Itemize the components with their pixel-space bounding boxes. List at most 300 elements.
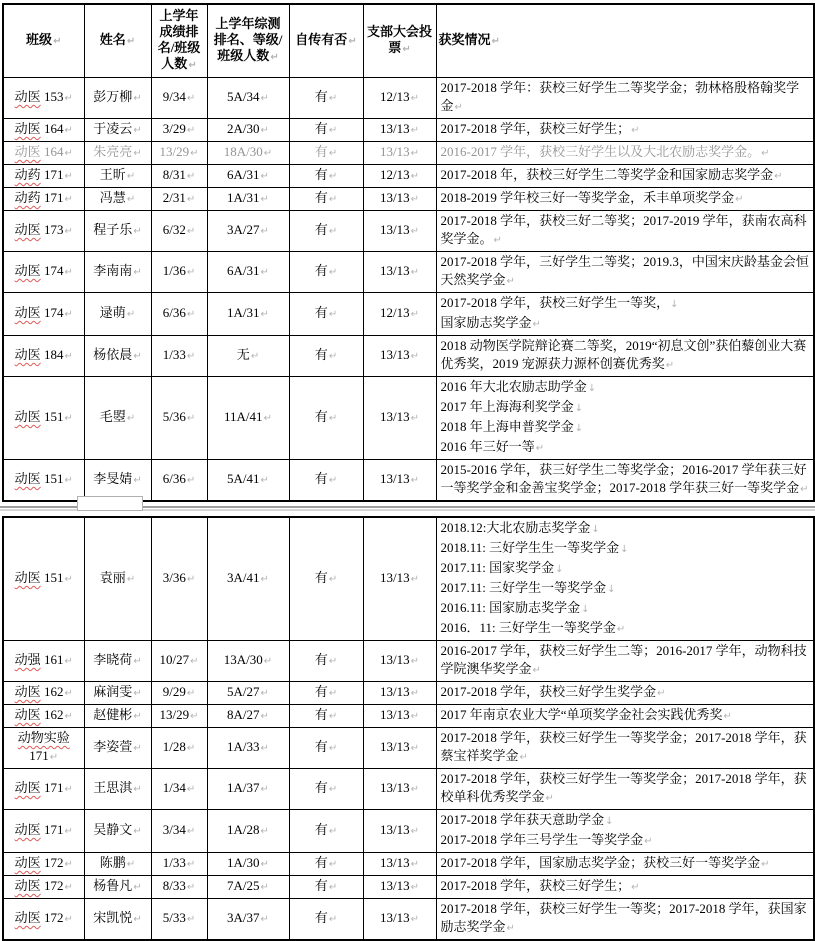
paragraph-mark: ↵ (64, 194, 73, 205)
paragraph-mark: ↵ (64, 148, 73, 159)
class-name-text: 动强 (14, 652, 41, 667)
paragraph-mark: ↵ (657, 688, 666, 699)
vote-cell[interactable] (363, 460, 436, 502)
class-cell[interactable] (3, 460, 84, 502)
paragraph-mark: ↵ (186, 859, 196, 870)
vote-cell[interactable] (363, 188, 436, 211)
paragraph-mark: ↵ (186, 125, 196, 136)
award-line (441, 729, 811, 767)
paragraph-mark: ↵ (64, 688, 73, 699)
autobiography-cell-text: 有 (314, 471, 328, 486)
paragraph-mark: ↵ (64, 859, 73, 870)
paragraph-mark: ↵ (774, 171, 783, 182)
class-cell[interactable] (3, 682, 84, 705)
vote-cell[interactable] (363, 899, 436, 941)
awards-cell[interactable] (436, 188, 814, 211)
vote-cell-text: 13/13 (379, 570, 410, 585)
paragraph-mark: ↵ (328, 914, 338, 925)
paragraph-mark: ↵ (410, 309, 419, 320)
paragraph-mark: ↵ (328, 826, 338, 837)
column-header-1[interactable] (3, 4, 84, 78)
paragraph-mark: ↵ (126, 171, 136, 182)
name-cell[interactable] (84, 810, 151, 853)
class-name-text: 动药 (14, 190, 41, 205)
class-cell[interactable] (3, 293, 84, 336)
autobiography-cell[interactable] (289, 78, 363, 119)
class-cell[interactable] (3, 899, 84, 941)
vote-cell[interactable] (363, 876, 436, 899)
autobiography-cell[interactable] (289, 165, 363, 188)
autobiography-cell-text: 有 (314, 263, 328, 278)
autobiography-cell[interactable] (289, 769, 363, 810)
class-cell[interactable] (3, 211, 84, 252)
award-line (441, 212, 811, 250)
award-line (441, 770, 811, 808)
paragraph-mark: ↵ (49, 752, 59, 763)
vote-cell[interactable] (363, 165, 436, 188)
paragraph-mark: ↵ (328, 309, 338, 320)
awards-cell[interactable] (436, 293, 814, 336)
name-cell[interactable] (84, 853, 151, 876)
autobiography-cell[interactable] (289, 705, 363, 728)
paragraph-mark: ↵ (133, 784, 142, 795)
paragraph-mark: ↵ (260, 171, 269, 182)
awards-cell[interactable] (436, 165, 814, 188)
comp-rank-cell[interactable] (207, 142, 289, 165)
class-number-text: 171 (40, 780, 64, 795)
class-name-text: 动医 (14, 305, 41, 320)
award-line (441, 706, 811, 726)
grade-rank-cell[interactable] (151, 252, 207, 293)
name-cell-text: 王思淇 (93, 780, 133, 795)
name-cell[interactable] (84, 293, 151, 336)
awards-cell[interactable] (436, 119, 814, 142)
paragraph-mark: ↵ (410, 688, 419, 699)
paragraph-mark: ↵ (328, 711, 338, 722)
class-cell[interactable] (3, 377, 84, 460)
awards-cell[interactable] (436, 142, 814, 165)
class-cell[interactable] (3, 142, 84, 165)
name-cell[interactable] (84, 119, 151, 142)
grade-rank-cell[interactable] (151, 728, 207, 769)
paragraph-mark: ↵ (545, 793, 554, 804)
paragraph-mark: ↵ (735, 194, 744, 205)
class-number-text: 172 (40, 878, 64, 893)
class-name-text: 动医 (14, 409, 41, 424)
paragraph-mark: ↵ (186, 413, 196, 424)
vote-cell[interactable] (363, 142, 436, 165)
vote-cell-text: 13/13 (379, 652, 410, 667)
paragraph-mark: ↵ (410, 882, 419, 893)
awards-cell[interactable] (436, 78, 814, 119)
paragraph-mark: ↵ (133, 267, 142, 278)
comp-rank-cell[interactable] (207, 705, 289, 728)
autobiography-cell[interactable] (289, 899, 363, 941)
vote-cell-text: 13/13 (379, 263, 410, 278)
award-line-text: 2017.11: 国家奖学金 (440, 560, 555, 575)
paragraph-mark: ↵ (260, 743, 269, 754)
paragraph-mark: ↵ (328, 194, 338, 205)
award-line-text: 2017-2018 学年，获校三好二等奖；2017-2019 学年，获南农高科奖学金。 (440, 213, 807, 246)
comp-rank-cell[interactable] (207, 876, 289, 899)
grade-rank-cell-text: 1/36 (162, 263, 186, 278)
vote-cell[interactable] (363, 336, 436, 377)
grade-rank-cell-text: 6/36 (162, 471, 186, 486)
grade-rank-cell[interactable] (151, 517, 207, 641)
table-row (3, 682, 814, 705)
table-row (3, 165, 814, 188)
comp-rank-cell[interactable] (207, 165, 289, 188)
comp-rank-cell[interactable] (207, 682, 289, 705)
autobiography-cell[interactable] (289, 810, 363, 853)
awards-cell[interactable] (436, 876, 814, 899)
awards-cell[interactable] (436, 377, 814, 460)
grade-rank-cell[interactable] (151, 211, 207, 252)
vote-cell[interactable] (363, 211, 436, 252)
vote-cell[interactable] (363, 78, 436, 119)
awards-cell[interactable] (436, 728, 814, 769)
soft-break-mark: ↓ (607, 584, 616, 595)
awards-cell[interactable] (436, 211, 814, 252)
name-cell[interactable] (84, 188, 151, 211)
name-cell-text: 宋凯悦 (93, 910, 133, 925)
paragraph-mark: ↵ (263, 148, 273, 159)
awards-cell[interactable] (436, 769, 814, 810)
awards-cell[interactable] (436, 641, 814, 682)
autobiography-cell[interactable] (289, 252, 363, 293)
award-line-text: 2016-2017 学年，获校三好学生二等；2016-2017 学年，动物科技学院澳华奖学金 (440, 643, 807, 676)
autobiography-cell[interactable] (289, 377, 363, 460)
award-line (441, 398, 811, 418)
award-line-text: 2018 动物医学院辩论赛二等奖，2019“初息文创”获伯藜创业大赛优秀奖，2019 宠源获力源杯创赛优秀奖 (440, 338, 807, 371)
award-line (441, 683, 811, 703)
autobiography-cell[interactable] (289, 188, 363, 211)
paragraph-mark: ↵ (64, 413, 73, 424)
paragraph-mark: ↵ (64, 267, 73, 278)
comp-rank-cell[interactable] (207, 810, 289, 853)
paragraph-mark: ↵ (761, 859, 770, 870)
class-number-text: 184 (40, 347, 64, 362)
award-line (441, 438, 811, 458)
autobiography-cell-text: 有 (314, 222, 328, 237)
autobiography-cell[interactable] (289, 460, 363, 502)
award-line-text: 2018-2019 学年校三好一等奖学金，禾丰单项奖学金 (440, 190, 735, 205)
name-cell[interactable] (84, 682, 151, 705)
name-cell[interactable] (84, 460, 151, 502)
awards-cell[interactable] (436, 899, 814, 941)
award-line-text: 2018.12:大北农励志奖学金 (440, 520, 591, 535)
table-row (3, 460, 814, 502)
header-row (3, 4, 814, 78)
table-row (3, 769, 814, 810)
grade-rank-cell[interactable] (151, 142, 207, 165)
class-cell[interactable] (3, 728, 84, 769)
paragraph-mark: ↵ (328, 656, 338, 667)
grade-rank-cell[interactable] (151, 876, 207, 899)
vote-cell[interactable] (363, 769, 436, 810)
class-cell[interactable] (3, 517, 84, 641)
name-cell-text: 李南南 (93, 263, 133, 278)
class-number-text: 172 (40, 855, 64, 870)
vote-cell-text: 13/13 (379, 910, 410, 925)
name-cell-text: 李晓荷 (93, 652, 133, 667)
grade-rank-cell[interactable] (151, 641, 207, 682)
comp-rank-cell[interactable] (207, 293, 289, 336)
comp-rank-cell[interactable] (207, 336, 289, 377)
vote-cell[interactable] (363, 641, 436, 682)
name-cell[interactable] (84, 641, 151, 682)
paragraph-mark: ↵ (260, 882, 269, 893)
vote-cell[interactable] (363, 728, 436, 769)
vote-cell[interactable] (363, 705, 436, 728)
paragraph-mark: ↵ (260, 914, 269, 925)
comp-rank-cell[interactable] (207, 252, 289, 293)
vote-cell-text: 12/13 (379, 305, 410, 320)
class-cell[interactable] (3, 641, 84, 682)
grade-rank-cell-text: 3/29 (162, 121, 186, 136)
class-cell[interactable] (3, 165, 84, 188)
class-cell[interactable] (3, 810, 84, 853)
comp-rank-cell[interactable] (207, 517, 289, 641)
grade-rank-cell[interactable] (151, 78, 207, 119)
paragraph-mark: ↵ (186, 309, 196, 320)
name-cell[interactable] (84, 876, 151, 899)
autobiography-cell-text: 有 (314, 878, 328, 893)
awards-cell[interactable] (436, 336, 814, 377)
paragraph-mark: ↵ (535, 443, 545, 454)
paragraph-mark: ↵ (328, 574, 338, 585)
vote-cell[interactable] (363, 682, 436, 705)
award-line (441, 120, 811, 140)
awards-cell[interactable] (436, 682, 814, 705)
award-line (441, 166, 811, 186)
paragraph-mark: ↵ (328, 148, 338, 159)
award-line (441, 378, 811, 398)
awards-cell[interactable] (436, 810, 814, 853)
paragraph-mark: ↵ (64, 574, 73, 585)
class-name-text: 动医 (14, 222, 41, 237)
awards-cell[interactable] (436, 252, 814, 293)
paragraph-mark: ↵ (260, 309, 269, 320)
name-cell-text: 程子乐 (93, 222, 133, 237)
award-line (441, 461, 811, 499)
awards-cell[interactable] (436, 517, 814, 641)
awards-cell[interactable] (436, 853, 814, 876)
name-cell[interactable] (84, 78, 151, 119)
comp-rank-cell-text: 13A/30 (223, 652, 263, 667)
grade-rank-cell[interactable] (151, 853, 207, 876)
paragraph-mark: ↵ (348, 36, 357, 47)
autobiography-cell[interactable] (289, 641, 363, 682)
column-header-4[interactable] (207, 4, 289, 78)
table-row (3, 728, 814, 769)
column-header-5[interactable] (289, 4, 363, 78)
grade-rank-cell[interactable] (151, 769, 207, 810)
grade-rank-cell[interactable] (151, 336, 207, 377)
grade-rank-cell[interactable] (151, 682, 207, 705)
award-line-text: 2017-2018 学年，三好学生二等奖；2019.3，中国宋庆龄基金会恒天然奖学金 (440, 254, 809, 287)
vote-cell-text: 12/13 (379, 89, 410, 104)
paragraph-mark: ↵ (260, 784, 269, 795)
comp-rank-cell[interactable] (207, 188, 289, 211)
column-header-6[interactable] (363, 4, 436, 78)
vote-cell[interactable] (363, 810, 436, 853)
column-header-3[interactable] (151, 4, 207, 78)
name-cell[interactable] (84, 769, 151, 810)
comp-rank-cell[interactable] (207, 78, 289, 119)
column-header-7[interactable] (436, 4, 814, 78)
award-line-text: 2015-2016 学年，获三好学生二等奖学金；2016-2017 学年获三好一等奖学金和金善宝奖学金；2017-2018 学年获三好一等奖学金 (440, 462, 807, 495)
vote-cell[interactable] (363, 252, 436, 293)
vote-cell[interactable] (363, 293, 436, 336)
class-name-text: 动物实验 (17, 730, 70, 745)
comp-rank-cell-text: 无 (236, 347, 250, 362)
comp-rank-cell[interactable] (207, 899, 289, 941)
column-header-2[interactable] (84, 4, 151, 78)
class-number-text: 164 (40, 121, 64, 136)
name-cell-text: 李姿萱 (93, 739, 133, 754)
autobiography-cell[interactable] (289, 517, 363, 641)
comp-rank-cell[interactable] (207, 769, 289, 810)
grade-rank-cell-text: 5/36 (162, 409, 186, 424)
class-cell[interactable] (3, 705, 84, 728)
autobiography-cell[interactable] (289, 142, 363, 165)
paragraph-mark: ↵ (133, 475, 142, 486)
grade-rank-cell-text: 1/28 (162, 739, 186, 754)
vote-cell-text: 13/13 (379, 878, 410, 893)
autobiography-cell-text: 有 (314, 89, 328, 104)
paragraph-mark: ↵ (410, 826, 419, 837)
grade-rank-cell[interactable] (151, 460, 207, 502)
name-cell[interactable] (84, 517, 151, 641)
grade-rank-cell[interactable] (151, 165, 207, 188)
paragraph-mark: ↵ (263, 413, 272, 424)
class-cell[interactable] (3, 188, 84, 211)
comp-rank-cell[interactable] (207, 460, 289, 502)
table-row (3, 188, 814, 211)
grade-rank-cell[interactable] (151, 293, 207, 336)
comp-rank-cell[interactable] (207, 377, 289, 460)
paragraph-mark: ↵ (133, 93, 142, 104)
class-cell[interactable] (3, 78, 84, 119)
column-header-label: 自传有否 (295, 32, 348, 47)
paragraph-mark: ↵ (260, 194, 269, 205)
autobiography-cell[interactable] (289, 876, 363, 899)
soft-break-mark: ↓ (605, 816, 614, 827)
paragraph-mark: ↵ (133, 125, 142, 136)
autobiography-cell[interactable] (289, 728, 363, 769)
comp-rank-cell[interactable] (207, 641, 289, 682)
name-cell[interactable] (84, 377, 151, 460)
paragraph-mark: ↵ (260, 475, 269, 486)
name-cell[interactable] (84, 899, 151, 941)
name-cell[interactable] (84, 728, 151, 769)
vote-cell[interactable] (363, 377, 436, 460)
grade-rank-cell-text: 13/29 (159, 144, 190, 159)
awards-cell[interactable] (436, 705, 814, 728)
grade-rank-cell[interactable] (151, 188, 207, 211)
autobiography-cell-text: 有 (314, 570, 328, 585)
vote-cell-text: 13/13 (379, 739, 410, 754)
comp-rank-cell[interactable] (207, 119, 289, 142)
paragraph-mark: ↵ (188, 60, 197, 71)
autobiography-cell[interactable] (289, 211, 363, 252)
name-cell[interactable] (84, 165, 151, 188)
vote-cell[interactable] (363, 119, 436, 142)
autobiography-cell[interactable] (289, 119, 363, 142)
class-number-text: 162 (40, 684, 64, 699)
paragraph-mark: ↵ (328, 171, 338, 182)
grade-rank-cell[interactable] (151, 899, 207, 941)
paragraph-mark: ↵ (410, 711, 419, 722)
table-row (3, 78, 814, 119)
comp-rank-cell[interactable] (207, 853, 289, 876)
name-cell[interactable] (84, 336, 151, 377)
award-line (441, 854, 811, 874)
comp-rank-cell-text: 1A/30 (227, 855, 260, 870)
class-cell[interactable] (3, 252, 84, 293)
autobiography-cell-text: 有 (314, 190, 328, 205)
autobiography-cell[interactable] (289, 336, 363, 377)
class-cell[interactable] (3, 769, 84, 810)
autobiography-cell[interactable] (289, 853, 363, 876)
class-cell[interactable] (3, 876, 84, 899)
autobiography-cell[interactable] (289, 293, 363, 336)
class-name-text: 动医 (14, 684, 41, 699)
vote-cell-text: 13/13 (379, 855, 410, 870)
paragraph-mark: ↵ (328, 93, 338, 104)
class-cell[interactable] (3, 336, 84, 377)
vote-cell-text: 13/13 (379, 684, 410, 699)
table-row (3, 142, 814, 165)
paragraph-mark: ↵ (133, 882, 142, 893)
name-cell[interactable] (84, 252, 151, 293)
grade-rank-cell[interactable] (151, 119, 207, 142)
paragraph-mark: ↵ (410, 784, 419, 795)
comp-rank-cell[interactable] (207, 728, 289, 769)
grade-rank-cell[interactable] (151, 810, 207, 853)
class-cell[interactable] (3, 853, 84, 876)
class-cell[interactable] (3, 119, 84, 142)
paragraph-mark: ↵ (402, 44, 411, 55)
autobiography-cell-text: 有 (314, 305, 328, 320)
paragraph-mark: ↵ (328, 784, 338, 795)
paragraph-mark: ↵ (631, 882, 640, 893)
paragraph-mark: ↵ (53, 36, 62, 47)
grade-rank-cell[interactable] (151, 705, 207, 728)
award-line-text: 国家励志奖学金 (440, 315, 532, 330)
name-cell-text: 杨依晨 (93, 347, 133, 362)
name-cell[interactable] (84, 705, 151, 728)
vote-cell-text: 13/13 (379, 144, 410, 159)
grade-rank-cell[interactable] (151, 377, 207, 460)
award-line-text: 2016 年大北农励志助学金 (440, 379, 587, 394)
name-cell[interactable] (84, 142, 151, 165)
vote-cell[interactable] (363, 853, 436, 876)
awards-cell[interactable] (436, 460, 814, 502)
vote-cell[interactable] (363, 517, 436, 641)
comp-rank-cell[interactable] (207, 211, 289, 252)
paragraph-mark: ↵ (328, 125, 338, 136)
class-name-text: 动医 (14, 570, 41, 585)
column-header-label: 姓名 (99, 32, 126, 47)
table-row (3, 876, 814, 899)
vote-cell-text: 13/13 (379, 222, 410, 237)
name-cell[interactable] (84, 211, 151, 252)
award-line-text: 2017-2018 学年，国家励志奖学金；获校三好一等奖学金 (440, 855, 761, 870)
autobiography-cell[interactable] (289, 682, 363, 705)
paragraph-mark: ↵ (410, 226, 419, 237)
